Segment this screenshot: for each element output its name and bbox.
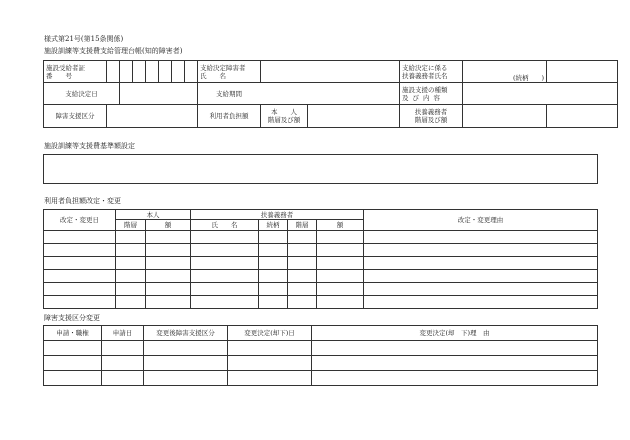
- supporter-tier-value[interactable]: [463, 105, 547, 128]
- table-row: [44, 244, 598, 257]
- form-number: 様式第21号(第15条関係): [44, 35, 124, 43]
- col-self: 本人: [116, 210, 191, 220]
- period-label: 支給期間: [198, 83, 400, 105]
- cert-digit-cell[interactable]: [120, 61, 133, 83]
- cert-digit-cell[interactable]: [146, 61, 159, 83]
- facility-type-value[interactable]: [463, 83, 618, 105]
- col-decision-reason: 変更決定(却 下)理 由: [312, 326, 598, 341]
- supporter-name-label: 支給決定に係る 扶養義務者氏名: [400, 61, 463, 83]
- decision-date-label: 支給決定日: [44, 83, 120, 105]
- disability-class-value[interactable]: [107, 105, 198, 128]
- sub-tier2: 階層: [288, 220, 317, 231]
- table-row: [44, 231, 598, 244]
- sub-tier: 階層: [116, 220, 146, 231]
- ledger-header-table: [43, 60, 618, 128]
- sub-amount2: 額: [317, 220, 364, 231]
- col-supporter: 扶養義務者: [191, 210, 364, 220]
- cert-digit-cell[interactable]: [159, 61, 172, 83]
- col-change-date: 改定・変更日: [44, 210, 116, 231]
- self-tier-value[interactable]: [308, 105, 399, 127]
- table-row: [44, 296, 598, 309]
- sub-amount: 額: [146, 220, 191, 231]
- cert-digit-cell[interactable]: [185, 61, 198, 83]
- table-row: [44, 356, 598, 371]
- person-name-value[interactable]: [261, 61, 400, 83]
- table-row: [44, 270, 598, 283]
- cert-digit-cell[interactable]: [107, 61, 120, 83]
- supporter-tier-label: 扶養義務者 階層及び額: [400, 105, 463, 128]
- cert-digit-cell[interactable]: [133, 61, 146, 83]
- facility-type-label: 施設支援の種類 及び内容: [400, 83, 463, 105]
- self-tier-label: 本 人 階層及び額: [261, 105, 400, 128]
- burden-change-table: [43, 209, 598, 309]
- cert-digit-cell[interactable]: [172, 61, 185, 83]
- col-applicant: 申請・職権: [44, 326, 102, 341]
- table-row: [44, 283, 598, 296]
- base-amount-box[interactable]: [43, 154, 598, 184]
- table-row: [44, 371, 598, 386]
- decision-date-value[interactable]: [120, 83, 198, 105]
- section-burden-title: 利用者負担額改定・変更: [44, 197, 121, 205]
- supporter-tier-extra[interactable]: [547, 105, 618, 128]
- col-decision-date: 変更決定(却下)日: [228, 326, 312, 341]
- ledger-title: 施設訓練等支援費支給管理台帳(知的障害者): [44, 47, 183, 55]
- disability-class-label: 障害支援区分: [44, 105, 107, 128]
- table-row: [44, 257, 598, 270]
- col-new-class: 変更後障害支援区分: [144, 326, 228, 341]
- user-burden-label: 利用者負担額: [198, 105, 261, 128]
- person-name-label: 支給決定障害者 氏 名: [198, 61, 261, 83]
- supporter-extra-value[interactable]: [547, 61, 618, 83]
- sub-relation: 続柄: [259, 220, 288, 231]
- col-change-reason: 改定・変更理由: [364, 210, 598, 231]
- sub-name: 氏 名: [191, 220, 259, 231]
- recipient-cert-no-label: 施設受給者証 番 号: [44, 61, 107, 83]
- table-row: [44, 341, 598, 356]
- class-change-table: [43, 325, 598, 386]
- section-class-title: 障害支援区分変更: [44, 314, 100, 322]
- supporter-relation[interactable]: (続柄 ): [463, 61, 547, 83]
- col-apply-date: 申請日: [102, 326, 144, 341]
- section-base-title: 施設訓練等支援費基準額設定: [44, 142, 135, 150]
